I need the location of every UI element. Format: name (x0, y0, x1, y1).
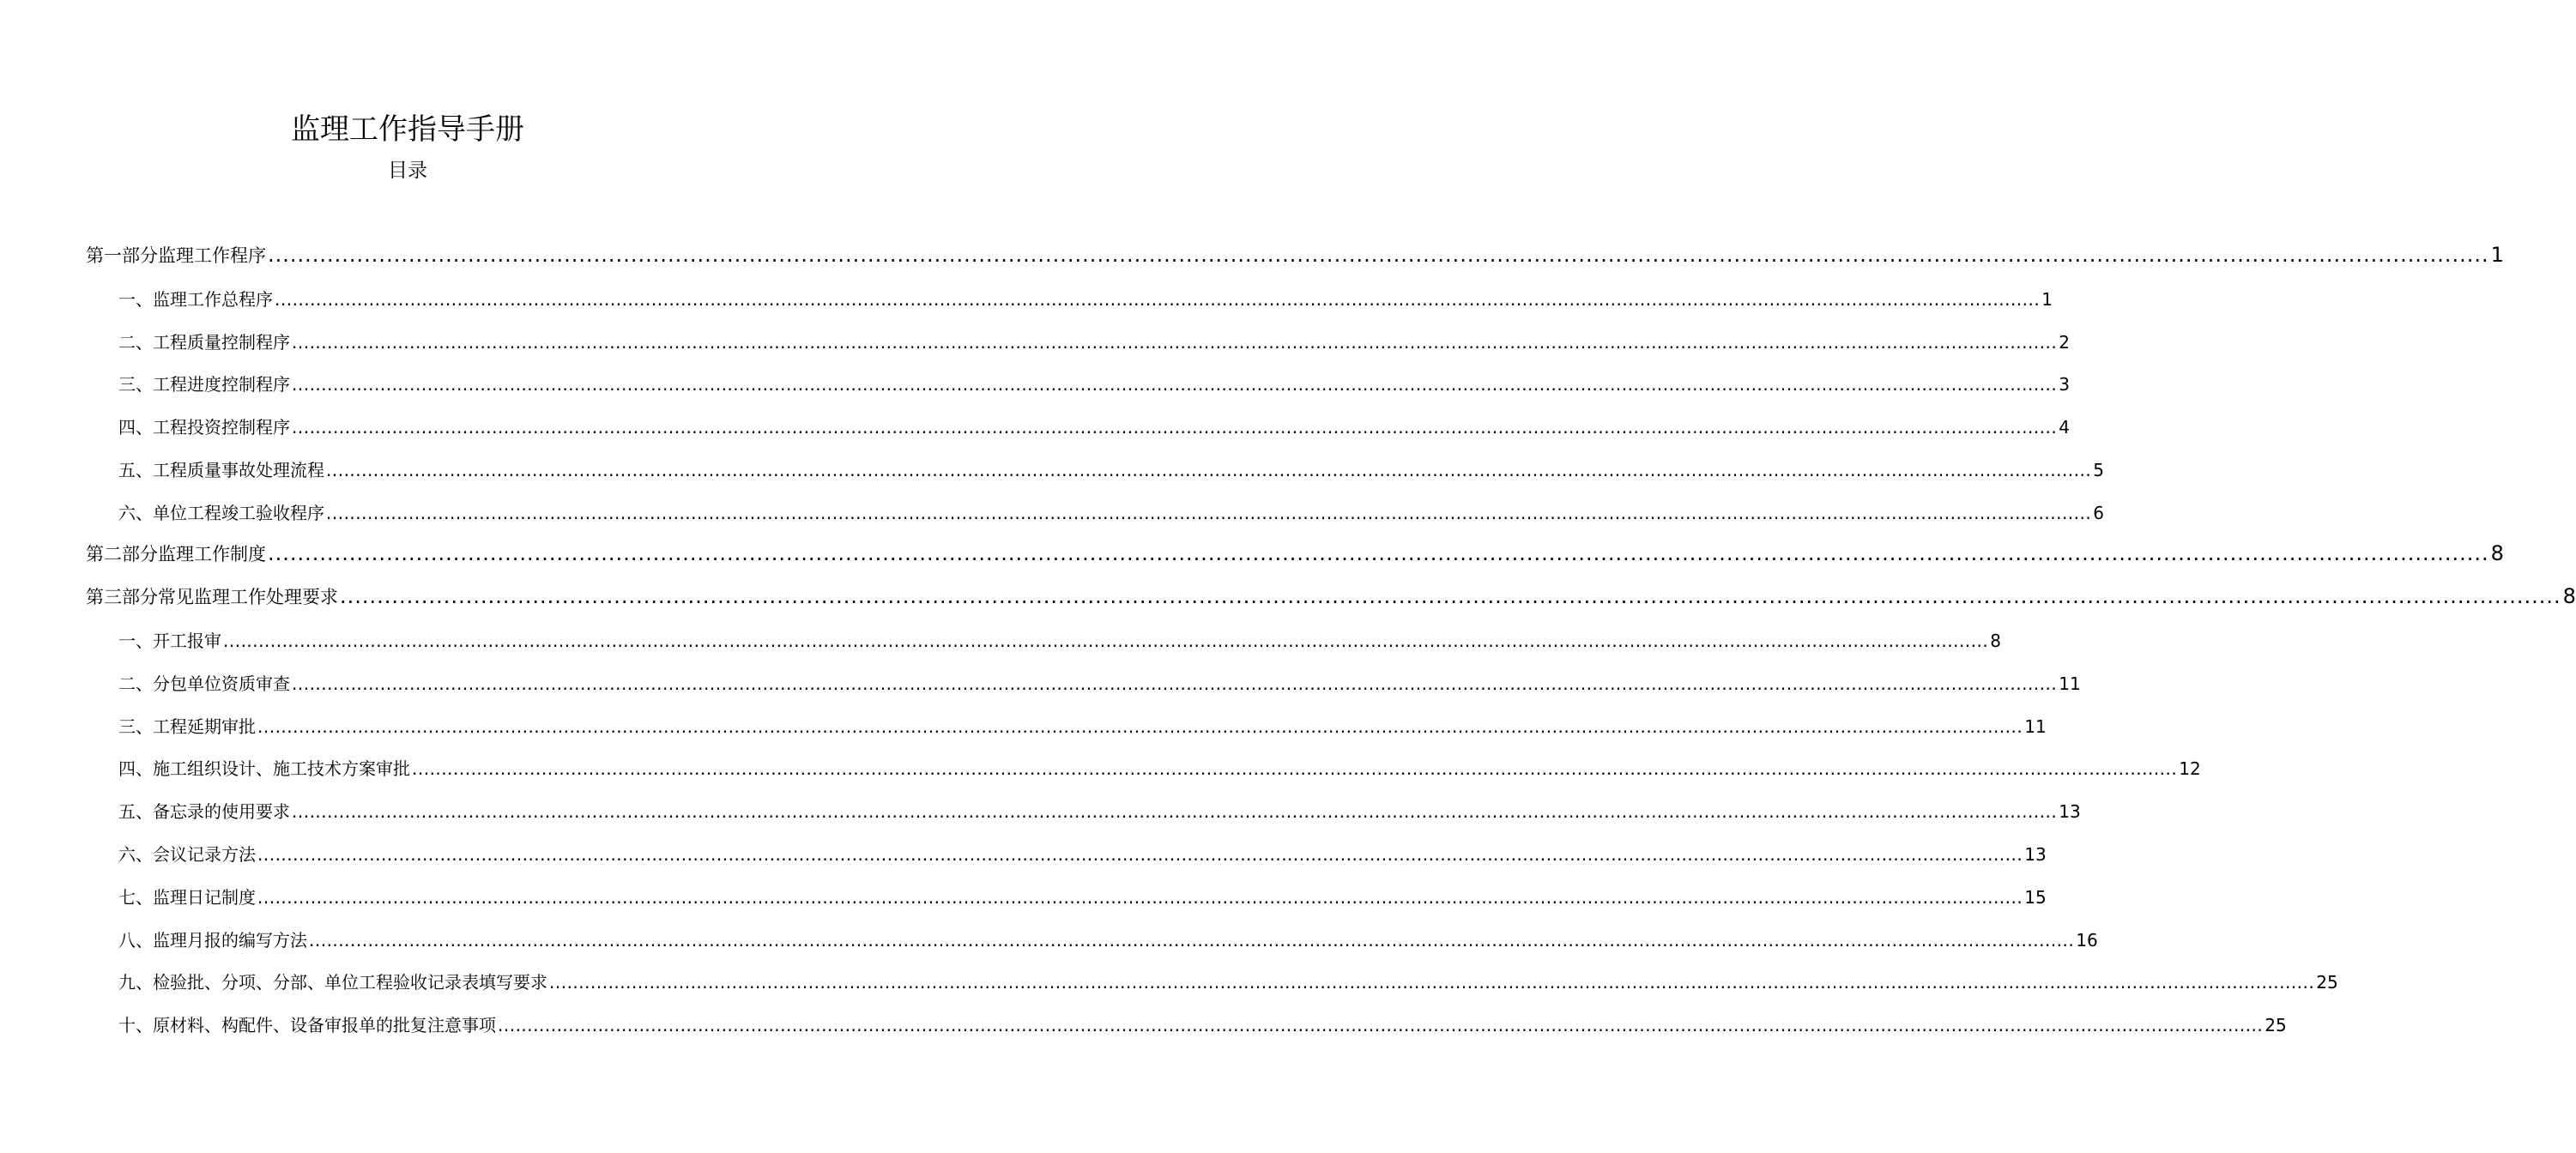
toc-entry-label: 八、监理月报的编写方法 (118, 930, 307, 951)
toc-entry-label: 五、备忘录的使用要求 (118, 801, 290, 822)
toc-leader-dots: ............................................................................................................................................................................................................................................................................................................ (340, 584, 2561, 608)
toc-entry-label: 第一部分监理工作程序 (86, 245, 266, 266)
toc-entry-label: 七、监理日记制度 (118, 887, 256, 908)
toc-leader-dots: ............................................................................................................................................................................................................................................................................................................ (326, 460, 2092, 480)
toc-entry-label: 十、原材料、构配件、设备审报单的批复注意事项 (118, 1015, 496, 1035)
toc-entry-page: 11 (2059, 673, 2081, 694)
toc-entry[interactable] (86, 242, 2504, 269)
toc-entry-label: 第三部分常见监理工作处理要求 (86, 587, 338, 607)
toc-entry-page: 15 (2024, 887, 2047, 908)
toc-entry[interactable] (86, 583, 2576, 611)
toc-leader-dots: ............................................................................................................................................................................................................................................................................................................ (257, 716, 2023, 737)
toc-entry-label: 六、会议记录方法 (118, 844, 256, 865)
toc-leader-dots: ............................................................................................................................................................................................................................................................................................................ (292, 332, 2058, 353)
toc-entry-page: 8 (1990, 631, 2001, 651)
toc-entry[interactable] (118, 755, 2201, 782)
toc-entry-label: 六、单位工程竣工验收程序 (118, 503, 324, 523)
toc-entry-page: 16 (2076, 930, 2098, 951)
toc-entry[interactable] (118, 371, 2070, 398)
toc-entry-page: 1 (2490, 243, 2504, 267)
toc-leader-dots: ............................................................................................................................................................................................................................................................................................................ (292, 801, 2058, 822)
toc-leader-dots: ............................................................................................................................................................................................................................................................................................................ (498, 1015, 2264, 1035)
toc-entry-label: 二、分包单位资质审查 (118, 673, 290, 694)
toc-entry[interactable] (118, 1011, 2287, 1039)
toc-entry[interactable] (86, 540, 2504, 568)
toc-entry[interactable] (118, 329, 2070, 356)
toc-leader-dots: ............................................................................................................................................................................................................................................................................................................ (309, 930, 2075, 951)
toc-entry-label: 第二部分监理工作制度 (86, 544, 266, 564)
page-title: 监理工作指导手册 (291, 112, 524, 147)
toc-entry-label: 四、施工组织设计、施工技术方案审批 (118, 758, 410, 779)
toc-entry-page: 13 (2024, 844, 2047, 865)
toc-leader-dots: ............................................................................................................................................................................................................................................................................................................ (292, 374, 2058, 395)
toc-entry-page: 8 (2490, 541, 2504, 565)
toc-heading: 目录 (388, 160, 427, 182)
toc-leader-dots: ............................................................................................................................................................................................................................................................................................................ (549, 972, 2315, 993)
toc-entry-label: 三、工程进度控制程序 (118, 374, 290, 395)
toc-entry-page: 25 (2316, 972, 2338, 993)
toc-entry-page: 1 (2041, 289, 2053, 310)
toc-entry-page: 13 (2059, 801, 2081, 822)
toc-entry[interactable] (118, 414, 2070, 441)
toc-leader-dots: ............................................................................................................................................................................................................................................................................................................ (257, 887, 2023, 908)
toc-entry-label: 三、工程延期审批 (118, 716, 256, 737)
toc-leader-dots: ............................................................................................................................................................................................................................................................................................................ (268, 243, 2489, 267)
toc-leader-dots: ............................................................................................................................................................................................................................................................................................................ (275, 289, 2041, 310)
toc-entry-page: 5 (2093, 460, 2104, 480)
toc-entry-page: 4 (2059, 417, 2070, 438)
toc-leader-dots: ............................................................................................................................................................................................................................................................................................................ (292, 417, 2058, 438)
toc-leader-dots: ............................................................................................................................................................................................................................................................................................................ (223, 631, 1989, 651)
toc-entry[interactable] (118, 499, 2104, 527)
toc-entry-label: 九、检验批、分项、分部、单位工程验收记录表填写要求 (118, 972, 547, 993)
toc-leader-dots: ............................................................................................................................................................................................................................................................................................................ (412, 758, 2178, 779)
toc-entry-page: 11 (2024, 716, 2047, 737)
toc-entry-page: 12 (2179, 758, 2201, 779)
toc-entry-page: 6 (2093, 503, 2104, 523)
toc-entry-label: 一、开工报审 (118, 631, 221, 651)
toc-entry[interactable] (118, 841, 2047, 868)
toc-leader-dots: ............................................................................................................................................................................................................................................................................................................ (292, 673, 2058, 694)
toc-entry-page: 2 (2059, 332, 2070, 353)
toc-entry[interactable] (118, 713, 2047, 740)
toc-entry-page: 3 (2059, 374, 2070, 395)
toc-leader-dots: ............................................................................................................................................................................................................................................................................................................ (257, 844, 2023, 865)
toc-entry[interactable] (118, 798, 2081, 825)
toc-entry[interactable] (118, 286, 2053, 313)
toc-leader-dots: ............................................................................................................................................................................................................................................................................................................ (268, 541, 2489, 565)
toc-entry-page: 8 (2562, 584, 2576, 608)
toc-entry-label: 四、工程投资控制程序 (118, 417, 290, 438)
toc-entry-label: 一、监理工作总程序 (118, 289, 273, 310)
toc-entry[interactable] (118, 670, 2081, 697)
toc-leader-dots: ............................................................................................................................................................................................................................................................................................................ (326, 503, 2092, 523)
toc-entry[interactable] (118, 884, 2047, 911)
toc-entry[interactable] (118, 627, 2001, 655)
toc-entry[interactable] (118, 456, 2104, 484)
toc-entry-label: 五、工程质量事故处理流程 (118, 460, 324, 480)
toc-entry-page: 25 (2265, 1015, 2287, 1035)
toc-entry-label: 二、工程质量控制程序 (118, 332, 290, 353)
toc-entry[interactable] (118, 927, 2098, 954)
toc-entry[interactable] (118, 969, 2338, 996)
